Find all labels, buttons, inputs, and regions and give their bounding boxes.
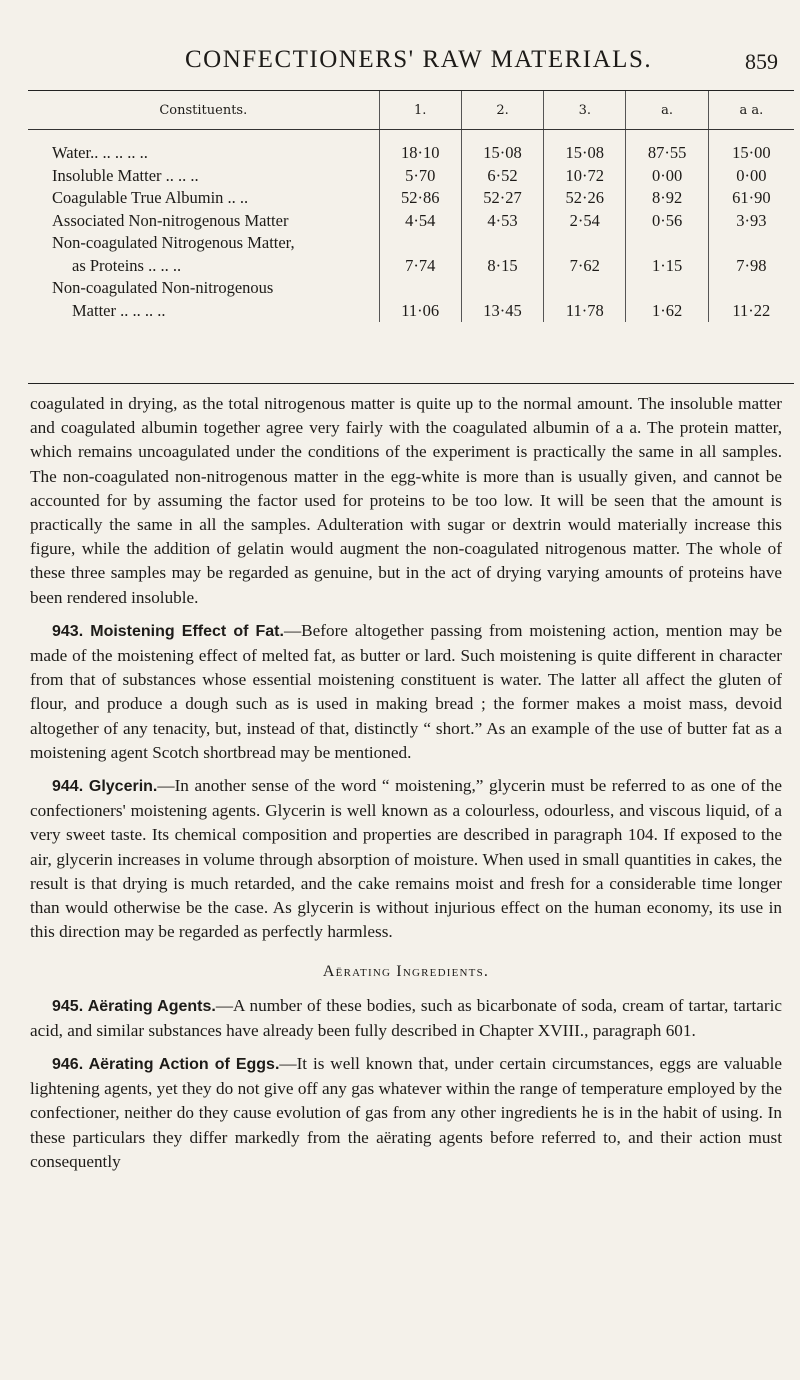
section-heading-946: 946. Aërating Action of Eggs. xyxy=(52,1056,280,1074)
table-cell: 52·26 xyxy=(565,188,605,207)
table-cell: 6·52 xyxy=(487,165,518,185)
running-head xyxy=(0,34,800,74)
col-header-a: a. xyxy=(626,91,708,130)
section-heading-943: 943. Moistening Effect of Fat. xyxy=(52,622,284,640)
table-cell: 52·86 xyxy=(400,188,440,207)
section-heading-945: 945. Aërating Agents. xyxy=(52,997,216,1015)
table-cell: 7·98 xyxy=(736,255,767,275)
row-label-cont: as Proteins .. .. .. xyxy=(72,255,182,275)
table-cell: 11·78 xyxy=(565,300,604,320)
table-cell: 13·45 xyxy=(483,300,522,320)
section-body-943: —Before altogether passing from moistening action, mention may be made of the moistening effect of melted fat, as butter or lard. Such moistening is quite different in character from that of substances whose essential moistening constituent is water. The latter all affect the gluten of flour, and produce a dough such as is used in making bread ; the former makes a moist mass, devoid altogether of any tenacity, but, instead of that, distinctly “ short.” As an example of the use of butter fat as a moistening agent Scotch shortbread may be mentioned. xyxy=(30,620,783,762)
table-cell: 87·55 xyxy=(647,143,687,162)
table-cell: 15·00 xyxy=(732,143,771,162)
running-title: CONFECTIONERS' RAW MATERIALS. xyxy=(185,46,653,73)
table-cell: 2·54 xyxy=(569,210,600,230)
table-cell: 7·62 xyxy=(569,255,600,275)
col-header-1: 1. xyxy=(379,91,461,130)
row-label: Water.. .. .. .. .. xyxy=(52,143,148,162)
table-cell: 8·92 xyxy=(651,188,683,207)
section-body-946: —It is well known that, under certain circumstances, eggs are valuable lightening agents, yet they do not give off any gas whatever within the range of temperature employed by the confectioner, neither do they cause evolution of gas from any other ingredients he is in the habit of using. In these particulars they differ markedly from the aërating agents before referred to, and their action must consequently xyxy=(30,1054,782,1171)
paragraph-943 xyxy=(30,619,782,765)
table-cell: 4·53 xyxy=(487,210,518,230)
col-header-3: 3. xyxy=(544,91,626,130)
aerating-ingredients-heading: Aërating Ingredients. xyxy=(322,963,490,981)
table-cell: 10·72 xyxy=(565,165,605,185)
table-cell: 3·93 xyxy=(736,210,767,230)
col-header-2: 2. xyxy=(461,91,543,130)
table-row-non-nitrogenous xyxy=(28,277,794,322)
table-row-water xyxy=(28,130,794,165)
section-body-944: —In another sense of the word “ moistening,” glycerin must be referred to as one of the confectioners' moistening agents. Glycerin is well known as a colourless, odourless, and viscous liquid, of a very sweet taste. Its chemical composition and properties are described in paragraph 104. If exposed to the air, glycerin increases in volume through absorption of moisture. When used in small quantities in cakes, the result is that drying is much retarded, and the cake remains moist and fresh for a considerable time longer than would otherwise be the case. As glycerin is without injurious effect on the human economy, its use in this direction may be regarded as perfectly harmless. xyxy=(30,776,782,942)
table-cell: 15·08 xyxy=(565,143,605,162)
table-header-row xyxy=(28,91,794,130)
table-cell: 8·15 xyxy=(487,255,518,275)
table-cell: 11·22 xyxy=(732,300,771,320)
col-header-constituents: Constituents. xyxy=(28,91,379,130)
table-row-insoluble xyxy=(28,165,794,188)
page-number: 859 xyxy=(745,49,778,74)
table-cell: 0·00 xyxy=(736,165,767,185)
table-cell: 7·74 xyxy=(405,255,436,275)
table-row-nitrogenous xyxy=(28,232,794,277)
table-row-albumin xyxy=(28,187,794,210)
table-cell: 0·56 xyxy=(651,210,683,230)
paragraph-944 xyxy=(30,774,782,944)
table-cell: 5·70 xyxy=(405,165,436,185)
col-header-aa: a a. xyxy=(708,91,794,130)
row-label: Insoluble Matter .. .. .. xyxy=(52,165,199,185)
table-cell: 4·54 xyxy=(405,210,436,230)
constituents-table xyxy=(28,90,794,384)
table-cell: 18·10 xyxy=(400,143,440,162)
table-cell: 61·90 xyxy=(732,188,771,207)
row-label: Associated Non-nitrogenous Matter xyxy=(52,210,289,230)
row-label-cont: Matter .. .. .. .. xyxy=(72,300,166,320)
table-cell: 0·00 xyxy=(651,165,683,185)
section-body-945: —A number of these bodies, such as bicarbonate of soda, cream of tartar, tartaric acid, and similar substances have already been fully described in Chapter XVIII., paragraph 601. xyxy=(30,995,782,1040)
table-cell: 1·62 xyxy=(651,300,683,320)
table-cell: 1·15 xyxy=(651,255,683,275)
table-cell: 52·27 xyxy=(483,188,522,207)
paragraph-946 xyxy=(30,1052,782,1174)
section-heading-944: 944. Glycerin. xyxy=(52,778,158,796)
row-label: Non-coagulated Non-nitrogenous xyxy=(52,278,274,297)
table-cell: 15·08 xyxy=(483,143,522,162)
row-label: Coagulable True Albumin .. .. xyxy=(52,188,249,207)
body-text xyxy=(30,392,782,1174)
table-cell: 11·06 xyxy=(401,300,440,320)
paragraph-intro: coagulated in drying, as the total nitrogenous matter is quite up to the normal amount. The insoluble matter and coagulated albumin together agree very fairly with the coagulated albumin of a a. The protein matter, which remains uncoagulated under the conditions of the experiment is practically the same in all samples. The non-coagulated non-nitrogenous matter in the egg-white is more than is usually given, and cannot be accounted for by assuming the factor used for proteins to be too low. It will be seen that the amount is practically the same in all the samples. Adulteration with sugar or dextrin would materially increase this figure, while the addition of gelatin would augment the non-coagulated nitrogenous matter. The whole of these three samples may be regarded as genuine, but in the act of drying varying amounts of proteins have been rendered insoluble. xyxy=(30,394,782,607)
table-row-associated xyxy=(28,210,794,233)
paragraph-945 xyxy=(30,994,782,1043)
row-label: Non-coagulated Nitrogenous Matter, xyxy=(52,233,295,252)
